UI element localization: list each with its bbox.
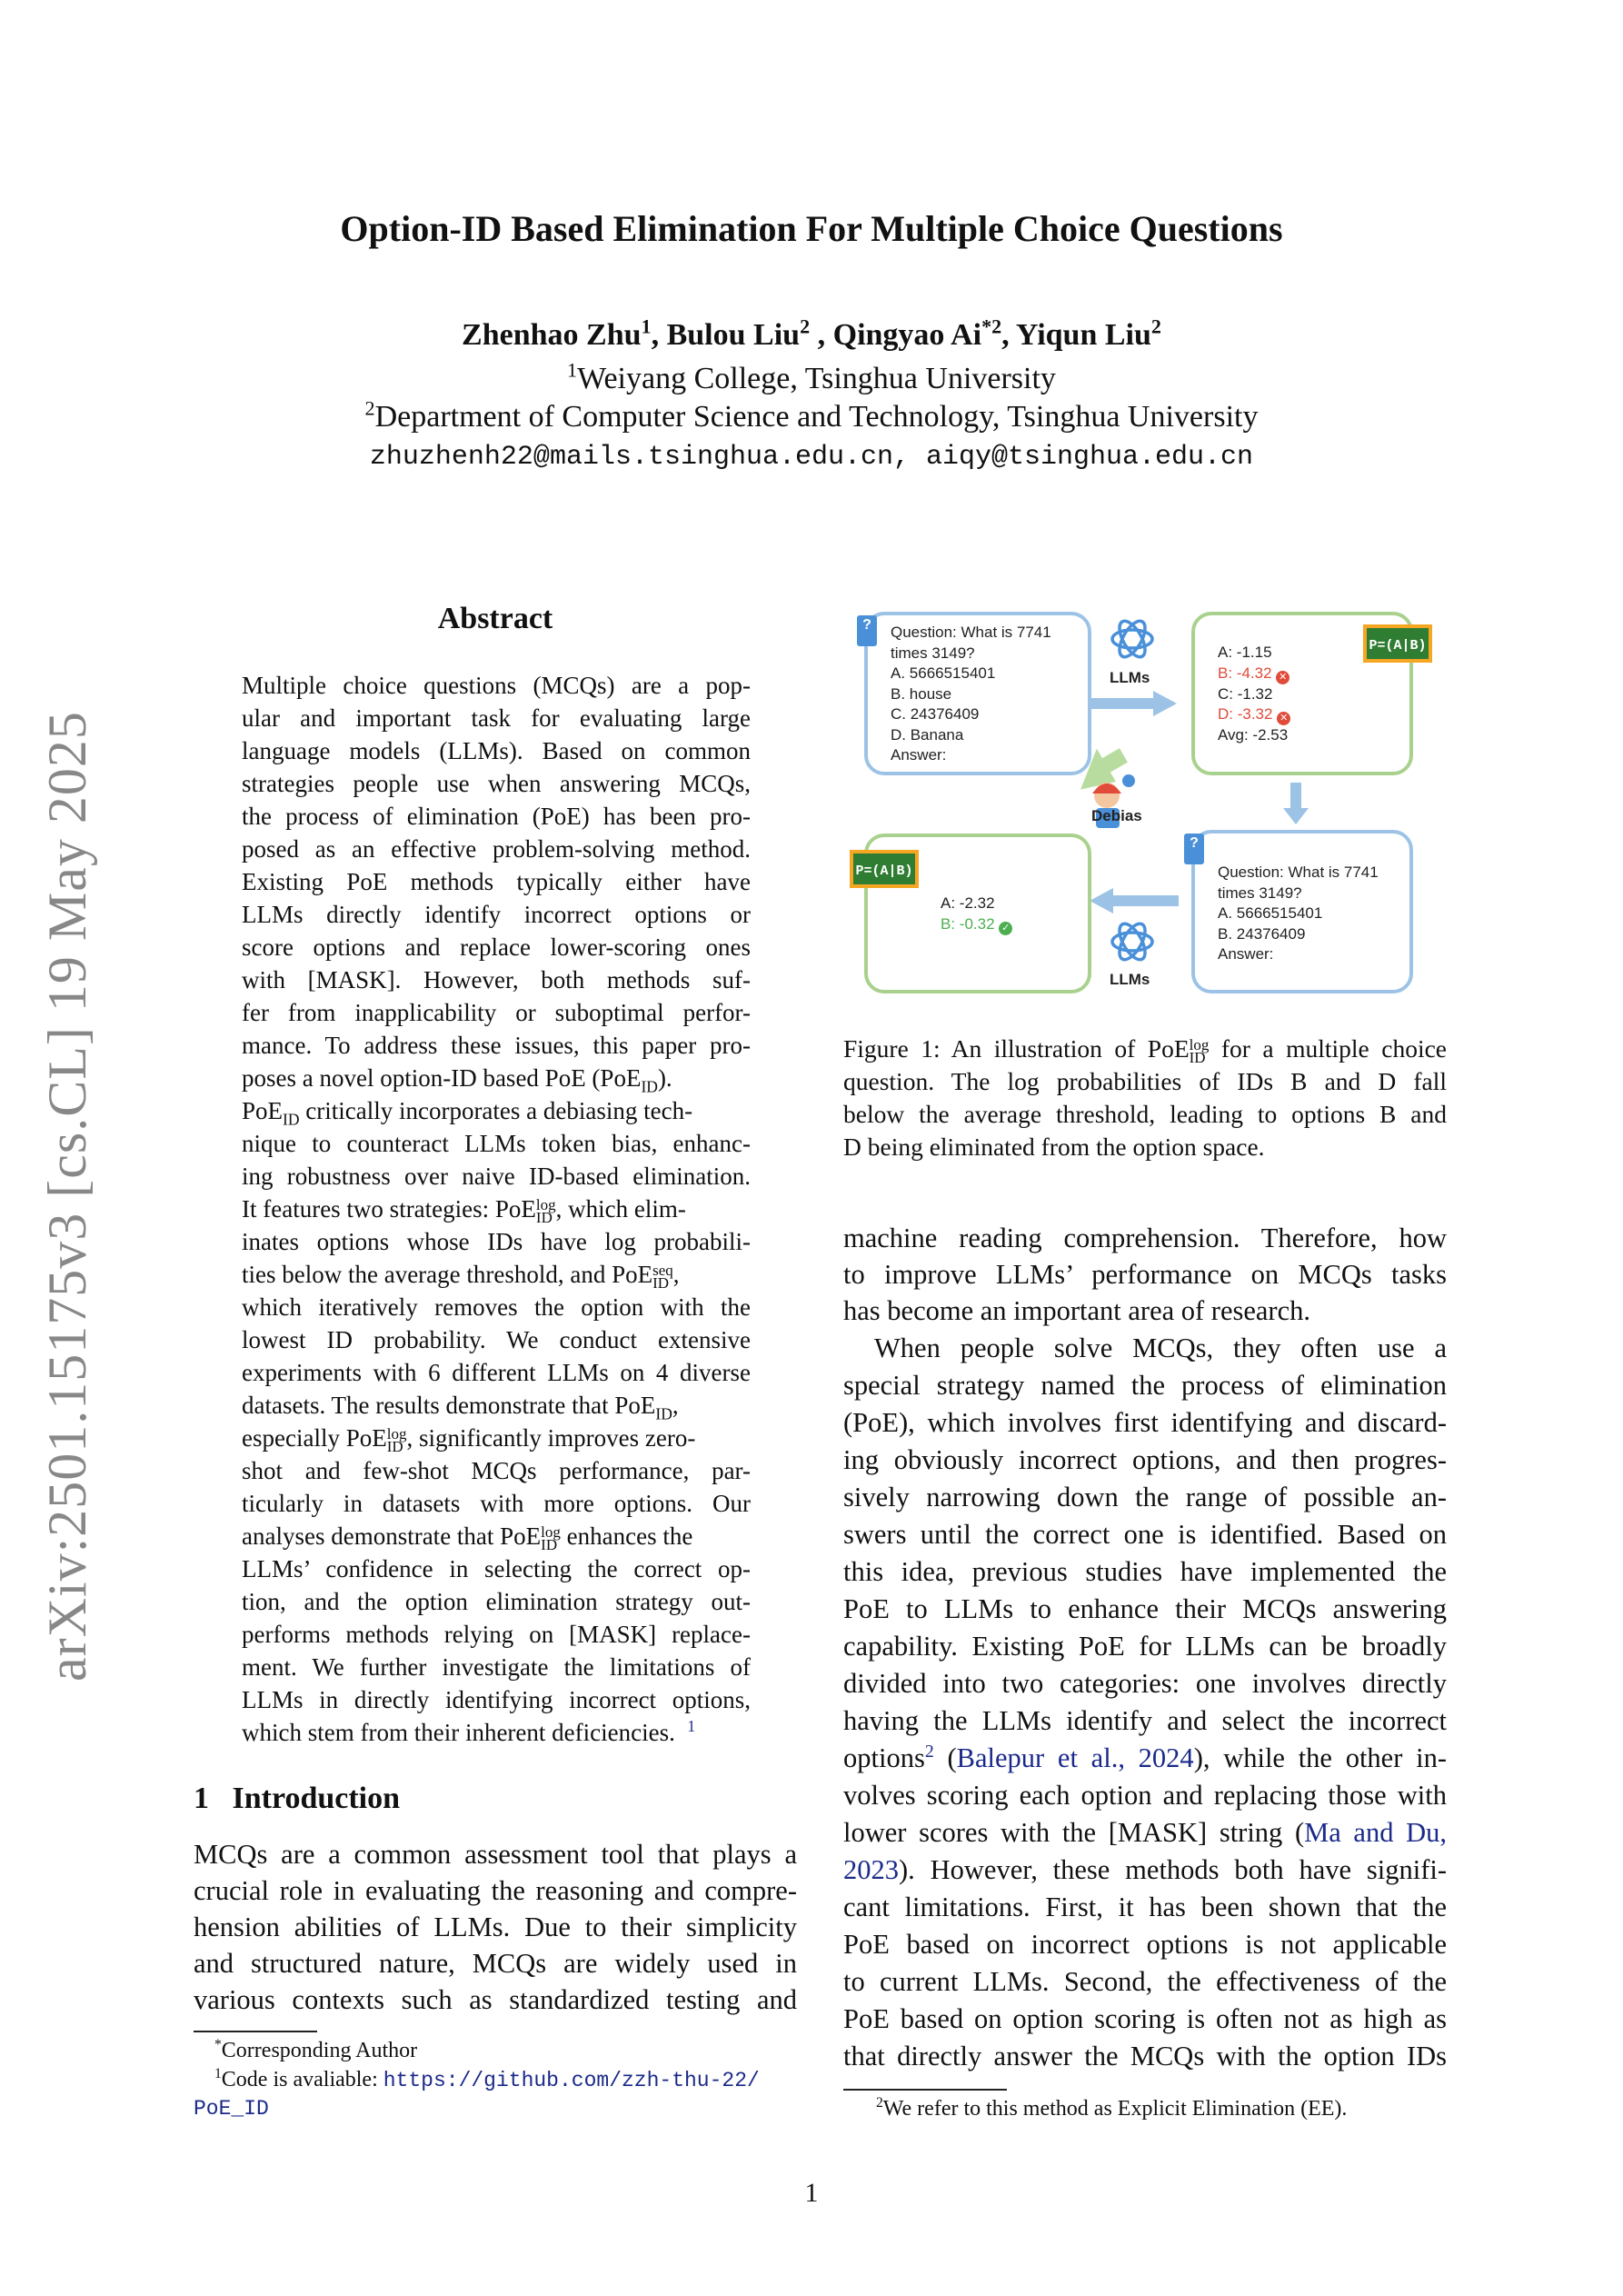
abstract-text: enhances the [560, 1522, 693, 1550]
question-line: Question: What is 7741 [1218, 863, 1379, 881]
citation-link[interactable]: Ma and Du, [1304, 1817, 1447, 1848]
footnote-mark: 1 [214, 2066, 222, 2081]
llm-label: LLMs [1110, 669, 1150, 686]
formula-board: P=(A|B) [1363, 624, 1432, 663]
score-line: A: -1.15 [1218, 644, 1272, 661]
body-line: PoE to LLMs to enhance their MCQs answering [843, 1593, 1447, 1624]
body-line [843, 1740, 1447, 1777]
body-line: PoE based on incorrect options is not applicable [843, 1929, 1447, 1960]
arxiv-identifier: arXiv:2501.15175v3 [cs.CL] 19 May 2025 [37, 711, 97, 1682]
author-name: Zhenhao Zhu [462, 318, 642, 352]
score-line: A: -2.32 [941, 894, 995, 912]
abstract-line [242, 1422, 751, 1454]
abstract-line: the process of elimination (PoE) has been pro- [242, 803, 751, 830]
formula-board: P=(A|B) [850, 850, 919, 888]
footnote-text: Code is avaliable: [221, 2068, 383, 2091]
body-text: options [843, 1742, 925, 1773]
caption-text: for a multiple choice [1209, 1034, 1447, 1063]
abstract-line: ticularly in datasets with more options. Our [242, 1490, 751, 1517]
body-line: sively narrowing down the range of possible an- [843, 1482, 1447, 1512]
question-icon: ? [1184, 834, 1204, 864]
abstract-superscript: log [386, 1425, 407, 1442]
abstract-text: ). [657, 1064, 672, 1092]
abstract-line: experiments with 6 different LLMs on 4 diverse [242, 1359, 751, 1386]
abstract-subscript: ID [655, 1404, 672, 1423]
body-line: When people solve MCQs, they often use a [874, 1333, 1447, 1363]
section-heading [194, 1782, 400, 1816]
abstract-text: , significantly improves zero- [406, 1424, 696, 1452]
intro-line: and structured nature, MCQs are widely used in [194, 1948, 797, 1979]
abstract-text: PoE [242, 1097, 284, 1124]
abstract-line [242, 1258, 751, 1291]
citation-link[interactable]: 2023 [843, 1854, 899, 1885]
caption-text: Figure 1: An illustration of PoE [843, 1034, 1190, 1063]
caption-superscript: log [1189, 1036, 1210, 1053]
footnote-rule [843, 2089, 1007, 2091]
abstract-line: ular and important task for evaluating large [242, 704, 751, 732]
author-mark: 2 [800, 314, 811, 338]
openai-logo-icon [1107, 614, 1158, 664]
abstract-subscript: ID [541, 1536, 558, 1553]
abstract-line: language models (LLMs). Based on common [242, 737, 751, 764]
check-icon: ✓ [999, 922, 1012, 935]
abstract-heading: Abstract [437, 602, 553, 635]
abstract-subscript: ID [283, 1110, 300, 1129]
affiliation [0, 358, 1623, 396]
caption-line [843, 1033, 1447, 1065]
author-name: Qingyao Ai [832, 318, 982, 352]
intro-line: MCQs are a common assessment tool that plays a [194, 1839, 797, 1870]
question-line: Question: What is 7741 [891, 624, 1051, 641]
abstract-line: inates options whose IDs have log probabili- [242, 1228, 751, 1255]
caption-line: D being eliminated from the option space. [843, 1133, 1265, 1161]
score-value: B: -0.32 [941, 914, 995, 933]
abstract-line: LLMs directly identify incorrect options or [242, 901, 751, 928]
affiliation-text: Weiyang College, Tsinghua University [577, 362, 1056, 395]
abstract-line: lowest ID probability. We conduct extensive [242, 1326, 751, 1353]
affiliation-mark: 1 [567, 358, 578, 382]
body-line: has become an important area of research. [843, 1295, 1311, 1326]
abstract-superscript: log [541, 1523, 561, 1541]
footnote-rule [194, 2031, 317, 2032]
abstract-line: ing robustness over naive ID-based elimination. [242, 1163, 751, 1190]
question-line: times 3149? [1218, 883, 1302, 902]
abstract-line: mance. To address these issues, this paper pro- [242, 1032, 751, 1059]
body-line [843, 1852, 1447, 1889]
option-line: B. 24376409 [1218, 924, 1306, 943]
body-line: having the LLMs identify and select the incorrect [843, 1705, 1447, 1736]
caption-line: below the average threshold, leading to options B and [843, 1100, 1447, 1128]
code-link[interactable]: https://github.com/zzh-thu-22/ [383, 2069, 760, 2092]
author-list: Zhenhao Zhu$^1$, Bulou Liu$^2$ , Qingyao Ai$^{*2}$, Yiqun Liu$^2$ [462, 314, 1161, 352]
score-list [1218, 643, 1290, 746]
question-text [891, 623, 1051, 766]
abstract-line: Multiple choice questions (MCQs) are a pop- [242, 672, 751, 699]
option-line: B. house [891, 684, 952, 703]
score-value: D: -3.32 [1218, 705, 1273, 723]
score-line-eliminated [1218, 664, 1290, 684]
abstract-text: analyses demonstrate that PoE [242, 1522, 542, 1550]
author-mark: *2 [981, 314, 1002, 338]
body-line: volves scoring each option and replacing those with [843, 1780, 1447, 1811]
answer-line: Answer: [1218, 945, 1274, 963]
code-link[interactable]: PoE_ID [194, 2097, 269, 2121]
option-line: D. Banana [891, 725, 964, 744]
body-text: lower scores with the [MASK] string ( [843, 1817, 1305, 1848]
abstract-text: ties below the average threshold, and PoE [242, 1261, 653, 1288]
footnote-mark: 2 [876, 2095, 883, 2111]
body-text: ( [933, 1742, 957, 1773]
body-line: that directly answer the MCQs with the option IDs [843, 2041, 1447, 2071]
body-line [843, 1814, 1447, 1852]
section-number: 1 [194, 1782, 209, 1815]
abstract-text: datasets. The results demonstrate that PoE [242, 1392, 656, 1419]
abstract-line: LLMs’ confidence in selecting the correct op- [242, 1555, 751, 1582]
body-line: divided into two categories: one involves directly [843, 1668, 1447, 1699]
abstract-text: especially PoE [242, 1424, 387, 1452]
arrow-down-icon [1283, 783, 1309, 824]
abstract-text: which stem from their inherent deficiencies. [242, 1719, 675, 1746]
score-value: B: -4.32 [1218, 664, 1272, 682]
body-line: special strategy named the process of elimination [843, 1370, 1447, 1401]
body-line: this idea, previous studies have implemented the [843, 1556, 1447, 1587]
arrow-right-icon [1088, 691, 1179, 716]
score-line-eliminated [1218, 704, 1290, 725]
abstract-line: fer from inapplicability or suboptimal perfor- [242, 999, 751, 1026]
body-line: PoE based on option scoring is often not as high as [843, 2003, 1447, 2034]
footnote [214, 2036, 417, 2065]
figure-caption [843, 1033, 1447, 1163]
abstract-line [242, 1389, 751, 1422]
question-icon: ? [857, 615, 877, 646]
abstract-line: shot and few-shot MCQs performance, par- [242, 1457, 751, 1484]
question-line: times 3149? [891, 644, 975, 662]
abstract-text: critically incorporates a debiasing tech- [299, 1097, 693, 1124]
paper-title: Option-ID Based Elimination For Multiple Choice Questions [340, 208, 1283, 249]
abstract-line: which iteratively removes the option with the [242, 1293, 751, 1321]
body-line: cant limitations. First, it has been shown that the [843, 1892, 1447, 1922]
intro-line: various contexts such as standardized testing and [194, 1984, 797, 2015]
abstract-line [242, 1520, 751, 1552]
option-line: A. 5666515401 [1218, 904, 1323, 922]
body-line: to improve LLMs’ performance on MCQs tasks [843, 1259, 1447, 1290]
body-line: to current LLMs. Second, the effectiveness of the [843, 1966, 1447, 1997]
author-mark: 2 [1150, 314, 1161, 338]
abstract-subscript: ID [535, 1209, 553, 1226]
abstract-line: LLMs in directly identifying incorrect options, [242, 1686, 751, 1713]
citation-link[interactable]: Balepur et al., 2024 [956, 1742, 1194, 1773]
abstract-line: with [MASK]. However, both methods suf- [242, 966, 751, 993]
caption-subscript: ID [1189, 1049, 1206, 1066]
cross-icon: ✕ [1277, 712, 1290, 725]
figure-1 [850, 604, 1440, 1004]
footnote [876, 2094, 1347, 2123]
footnote-link[interactable]: 2 [924, 1741, 934, 1762]
openai-logo-icon [1107, 916, 1158, 967]
score-list [941, 893, 1012, 935]
footnote-link[interactable]: 1 [687, 1717, 696, 1735]
footnote [214, 2065, 760, 2095]
footnote-text: We refer to this method as Explicit Elimination (EE). [882, 2097, 1348, 2121]
abstract-line [242, 1062, 751, 1094]
average-line: Avg: -2.53 [1218, 726, 1289, 744]
llm-label: LLMs [1110, 971, 1150, 988]
body-line: machine reading comprehension. Therefore, how [843, 1223, 1447, 1253]
abstract-line: Existing PoE methods typically either have [242, 868, 751, 895]
body-text: ). However, these methods both have signifi- [899, 1854, 1447, 1885]
affiliation-text: Department of Computer Science and Technology, Tsinghua University [374, 400, 1259, 434]
option-line: A. 5666515401 [891, 664, 996, 682]
abstract-text: , [672, 1261, 680, 1288]
affiliation [0, 396, 1623, 434]
intro-line: hension abilities of LLMs. Due to their simplicity [194, 1912, 797, 1942]
footnote-mark: * [214, 2037, 222, 2052]
abstract-line: score options and replace lower-scoring ones [242, 933, 751, 961]
score-line-correct [941, 914, 1012, 935]
abstract-text: , [672, 1392, 679, 1419]
abstract-line [242, 1193, 751, 1225]
abstract-line [242, 1094, 751, 1127]
question-text [1218, 863, 1379, 965]
abstract-line [242, 1716, 751, 1749]
abstract-line: performs methods relying on [MASK] replace- [242, 1621, 751, 1648]
abstract-text: poses a novel option-ID based PoE (PoE [242, 1064, 642, 1092]
body-line: swers until the correct one is identified. Based on [843, 1519, 1447, 1550]
author-emails: zhuzhenh22@mails.tsinghua.edu.cn, aiqy@tsinghua.edu.cn [369, 442, 1254, 473]
abstract-line: ment. We further investigate the limitations of [242, 1653, 751, 1681]
author-name: Bulou Liu [666, 318, 801, 352]
abstract-line: tion, and the option elimination strategy out- [242, 1588, 751, 1615]
abstract-superscript: log [535, 1196, 556, 1213]
abstract-subscript: ID [386, 1438, 403, 1455]
abstract-superscript: seq [652, 1262, 673, 1279]
body-text: ), while the other in- [1193, 1742, 1447, 1773]
body-line: capability. Existing PoE for LLMs can be broadly [843, 1631, 1447, 1662]
cross-icon: ✕ [1276, 671, 1289, 684]
score-line: C: -1.32 [1218, 684, 1273, 703]
debias-label: Debias [1091, 807, 1142, 824]
abstract-text: It features two strategies: PoE [242, 1195, 536, 1223]
option-line: C. 24376409 [891, 705, 980, 723]
body-line: (PoE), which involves first identifying and discard- [843, 1407, 1447, 1438]
author-name: Yiqun Liu [1015, 318, 1151, 352]
author-mark: 1 [641, 314, 652, 338]
abstract-line: nique to counteract LLMs token bias, enhanc- [242, 1130, 751, 1157]
intro-line: crucial role in evaluating the reasoning and compre- [194, 1875, 797, 1906]
affiliation-mark: 2 [364, 396, 375, 420]
abstract-text: , which elim- [555, 1195, 686, 1223]
arrow-left-icon [1088, 888, 1179, 913]
abstract-line: posed as an effective problem-solving method. [242, 835, 751, 863]
page-number: 1 [804, 2178, 819, 2208]
body-line: ing obviously incorrect options, and then progres- [843, 1444, 1447, 1475]
answer-line: Answer: [891, 746, 947, 764]
section-title: Introduction [232, 1782, 401, 1815]
caption-line: question. The log probabilities of IDs B and D fall [843, 1067, 1447, 1095]
footnote-text: Corresponding Author [221, 2039, 418, 2062]
abstract-subscript: ID [641, 1077, 658, 1096]
abstract-line: strategies people use when answering MCQs, [242, 770, 751, 797]
abstract-subscript: ID [652, 1274, 670, 1292]
